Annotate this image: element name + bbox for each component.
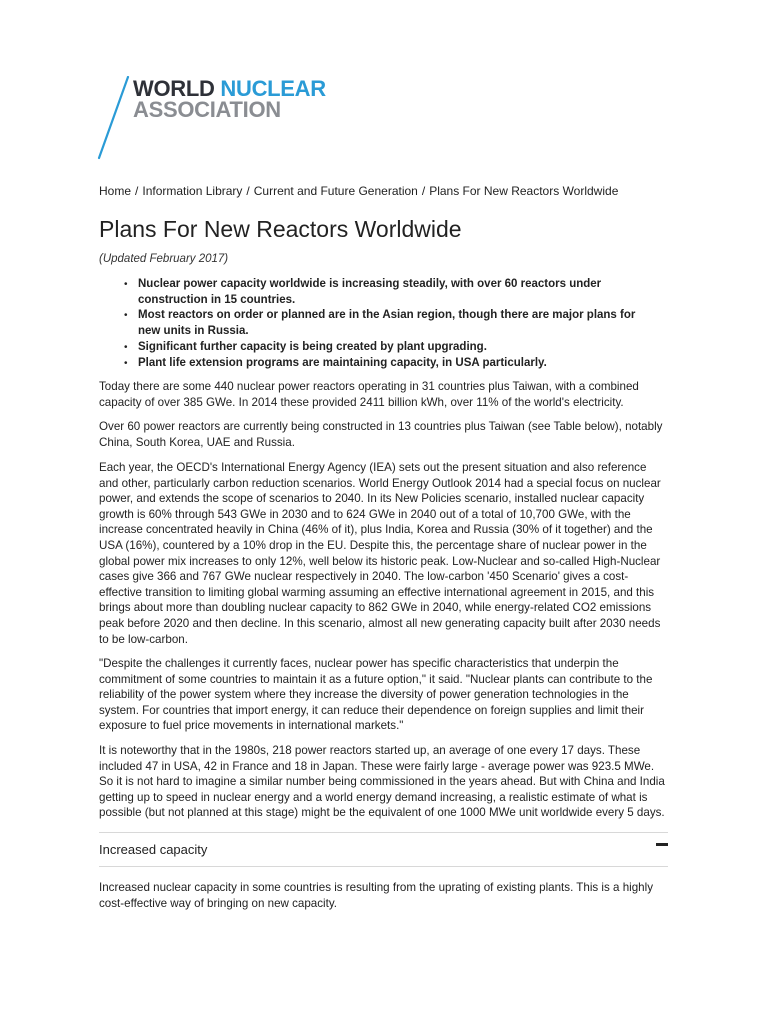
summary-item: • Most reactors on order or planned are in the Asian region, though there are major plans for new units in Russia. — [124, 308, 649, 339]
breadcrumb-home[interactable]: Home — [99, 184, 132, 198]
breadcrumb-separator: / — [135, 184, 139, 198]
accordion-increased-capacity[interactable] — [99, 832, 668, 867]
breadcrumb-separator: / — [246, 184, 250, 198]
body-paragraph-block — [99, 656, 668, 734]
breadcrumb-separator: / — [421, 184, 426, 198]
breadcrumb-information-library[interactable]: Information Library — [142, 184, 243, 198]
site-logo[interactable] — [97, 76, 367, 160]
body-paragraph-block — [99, 379, 668, 410]
accordion-title: Increased capacity — [99, 842, 208, 857]
quote-paragraph: "Despite the challenges it currently faces, nuclear power has specific characteristics that underpin the commitment of some countries to maintain it as a future option," it said. "Nuclear plants can contribute to the reliability of the power system where they increase the diversity of power generation technologies in the system. For countries that import energy, it can reduce their dependence on foreign supplies and limit their exposure to fuel price movements in international markets." — [99, 657, 653, 733]
breadcrumb — [99, 184, 618, 198]
minus-icon[interactable] — [656, 843, 668, 846]
updated-date: (Updated February 2017) — [99, 253, 229, 265]
breadcrumb-current-future-generation[interactable]: Current and Future Generation — [253, 184, 418, 198]
logo-word-nuclear: NUCLEAR — [220, 76, 326, 101]
body-paragraph: Over 60 power reactors are currently being constructed in 13 countries plus Taiwan (see Table below), notably China, South Korea, UAE and Russia. — [99, 420, 663, 449]
summary-item: • Significant further capacity is being created by plant upgrading. — [124, 340, 649, 356]
logo-word-world: WORLD — [133, 76, 215, 101]
body-paragraph-block — [99, 419, 668, 450]
section-paragraph: Increased nuclear capacity in some countries is resulting from the uprating of existing plants. This is a highly cost-effective way of bringing on new capacity. — [99, 881, 653, 910]
logo-wordmark-line2: ASSOCIATION — [133, 97, 281, 122]
breadcrumb-current-page: Plans For New Reactors Worldwide — [429, 184, 619, 198]
summary-item: • Plant life extension programs are maintaining capacity, in USA particularly. — [124, 356, 649, 372]
body-paragraph: Each year, the OECD's International Energy Agency (IEA) sets out the present situation and also reference and other, particularly carbon reduction scenarios. World Energy Outlook 2014 had a special focus on nuclear power, and extends the scope of scenarios to 2040. In its New Policies scenario, installed nuclear capacity growth is 60% through 543 GWe in 2030 and to 624 GWe in 2040 out of a total of 10,700 GWe, with the increase concentrated heavily in China (46% of it), plus India, Korea and Russia (30% of it together) and the USA (16%), countered by a 10% drop in the EU. Despite this, the percentage share of nuclear power in the global power mix increases to only 12%, well below its historic peak. Low-Nuclear and so-called High-Nuclear cases give 366 and 767 GWe nuclear respectively in 2040. The low-carbon '450 Scenario' gives a cost-effective transition to limiting global warming assuming an effective international agreement in 2015, and this brings about more than doubling nuclear capacity to 862 GWe in 2040, while energy-related CO2 emissions peak before 2020 and then decline. In this scenario, almost all new generating capacity built after 2030 needs to be low-carbon. — [99, 461, 661, 646]
logo-slash-icon — [97, 76, 131, 160]
section-content — [99, 880, 668, 911]
page-title: Plans For New Reactors Worldwide — [99, 216, 462, 242]
summary-list — [124, 277, 649, 371]
summary-item: • Nuclear power capacity worldwide is increasing steadily, with over 60 reactors under construction in 15 countries. — [124, 277, 649, 308]
body-paragraph-block — [99, 460, 668, 647]
body-paragraph: Today there are some 440 nuclear power reactors operating in 31 countries plus Taiwan, with a combined capacity of over 385 GWe. In 2014 these provided 2411 billion kWh, over 11% of the world's electricity. — [99, 380, 639, 409]
body-paragraph: It is noteworthy that in the 1980s, 218 power reactors started up, an average of one every 17 days. These included 47 in USA, 42 in France and 18 in Japan. These were fairly large - average power was 923.5 MWe. So it is not hard to imagine a similar number being commissioned in the years ahead. But with China and India getting up to speed in nuclear energy and a world energy demand increasing, a realistic estimate of what is possible (but not planned at this stage) might be the equivalent of one 1000 MWe unit worldwide every 5 days. — [99, 744, 665, 820]
body-paragraph-block — [99, 743, 668, 821]
